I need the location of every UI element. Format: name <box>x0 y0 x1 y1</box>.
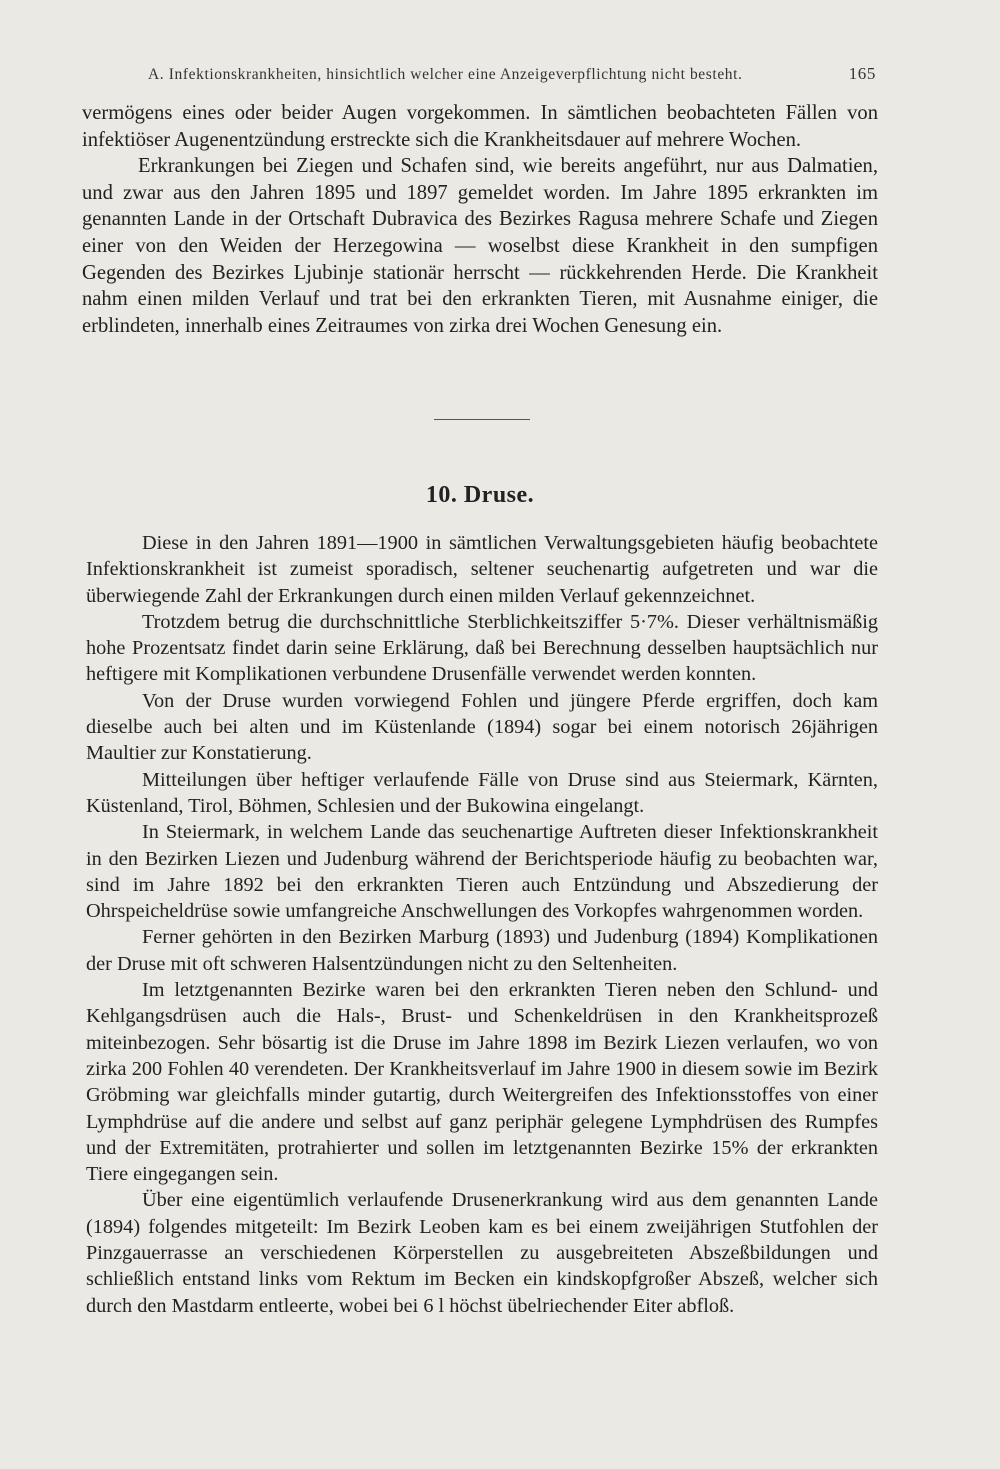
paragraph: Mitteilungen über heftiger verlaufende Fälle von Druse sind aus Steiermark, Kärnten, Küstenland, Tirol, Böhmen, Schlesien und der Bukowina eingelangt. <box>86 768 878 817</box>
paragraph: Trotzdem betrug die durchschnittliche Sterblichkeitsziffer 5·7%. Dieser verhältnismäßig hohe Prozentsatz findet darin seine Erklärung, daß bei Berechnung desselben hauptsächlich nur heftigere mit Komplikationen verbundene Drusenfälle verwendet werden konnten. <box>86 610 878 686</box>
section-heading: 10. Druse. <box>425 482 535 508</box>
section-divider <box>434 419 530 420</box>
paragraph: In Steiermark, in welchem Lande das seuchenartige Auftreten dieser Infektionskrankheit in den Bezirken Liezen und Judenburg während der Berichtsperiode häufig zu beobachten war, sind im Jahre 1892 bei den erkrankten Tieren auch Entzündung und Abszedierung der Ohrspeicheldrüse sowie umfangreiche Anschwellungen des Vorkopfes wahrgenommen worden. <box>86 821 878 923</box>
paragraph-continuation: vermögens eines oder beider Augen vorgekommen. In sämtlichen beobachteten Fällen von infektiöser Augenentzündung erstreckte sich die Krankheitsdauer auf mehrere Wochen. <box>82 102 878 151</box>
paragraph: Ferner gehörten in den Bezirken Marburg (1893) und Judenburg (1894) Komplikationen der Druse mit oft schweren Halsentzündungen nicht zu den Seltenheiten. <box>86 926 878 975</box>
paragraph: Im letztgenannten Bezirke waren bei den erkrankten Tieren neben den Schlund- und Kehlgangsdrüsen auch die Hals-, Brust- und Schenkeldrüsen in den Krankheitsprozeß miteinbezogen. Sehr bösartig ist die Druse im Jahre 1898 im Bezirk Liezen verlaufen, wo von zirka 200 Fohlen 40 verendeten. Der Krankheitsverlauf im Jahre 1900 in diesem sowie im Bezirk Gröbming war gleichfalls minder gutartig, durch Weitergreifen des Infektionsstoffes von einer Lymphdrüse auf die andere und selbst auf ganz periphär gelegene Lymphdrüsen des Rumpfes und der Extremitäten, protrahierter und sollen im letztgenannten Bezirke 15% der erkrankten Tiere eingegangen sein. <box>86 979 878 1186</box>
previous-section-text <box>82 100 878 339</box>
section-body <box>86 530 878 1319</box>
paragraph: Erkrankungen bei Ziegen und Schafen sind, wie bereits angeführt, nur aus Dalmatien, und zwar aus den Jahren 1895 und 1897 gemeldet worden. Im Jahre 1895 erkrankten im genannten Lande in der Ortschaft Dubravica des Bezirkes Ragusa mehrere Schafe und Ziegen einer von den Weiden der Herzegowina — woselbst diese Krankheit in den sumpfigen Gegenden des Bezirkes Ljubinje stationär herrscht — rückkehrenden Herde. Die Krankheit nahm einen milden Verlauf und trat bei den erkrankten Tieren, mit Ausnahme einiger, die erblindeten, innerhalb eines Zeitraumes von zirka drei Wochen Genesung ein. <box>82 155 878 337</box>
page-number: 165 <box>848 64 876 83</box>
paragraph: Diese in den Jahren 1891—1900 in sämtlichen Verwaltungsgebieten häufig beobachtete Infektionskrankheit ist zumeist sporadisch, seltener seuchenartig aufgetreten und war die überwiegende Zahl der Erkrankungen durch einen milden Verlauf gekennzeichnet. <box>86 532 878 607</box>
paragraph: Von der Druse wurden vorwiegend Fohlen und jüngere Pferde ergriffen, doch kam dieselbe auch bei alten und im Küstenlande (1894) sogar bei einem notorisch 26jährigen Maultier zur Konstatierung. <box>86 689 878 765</box>
paragraph: Über eine eigentümlich verlaufende Drusenerkrankung wird aus dem genannten Lande (1894) folgendes mitgeteilt: Im Bezirk Leoben kam es bei einem zweijährigen Stutfohlen der Pinzgauerrasse an verschiedenen Körperstellen zu ausgebreiteten Abszeßbildungen und schließlich entstand links vom Rektum im Becken ein kindskopfgroßer Abszeß, welcher sich durch den Mastdarm entleerte, wobei bei 6 l höchst übelriechender Eiter abfloß. <box>86 1189 878 1317</box>
page-header <box>148 66 876 90</box>
running-head: A. Infektionskrankheiten, hinsichtlich welcher eine Anzeigeverpflichtung nicht besteht. <box>148 66 743 83</box>
